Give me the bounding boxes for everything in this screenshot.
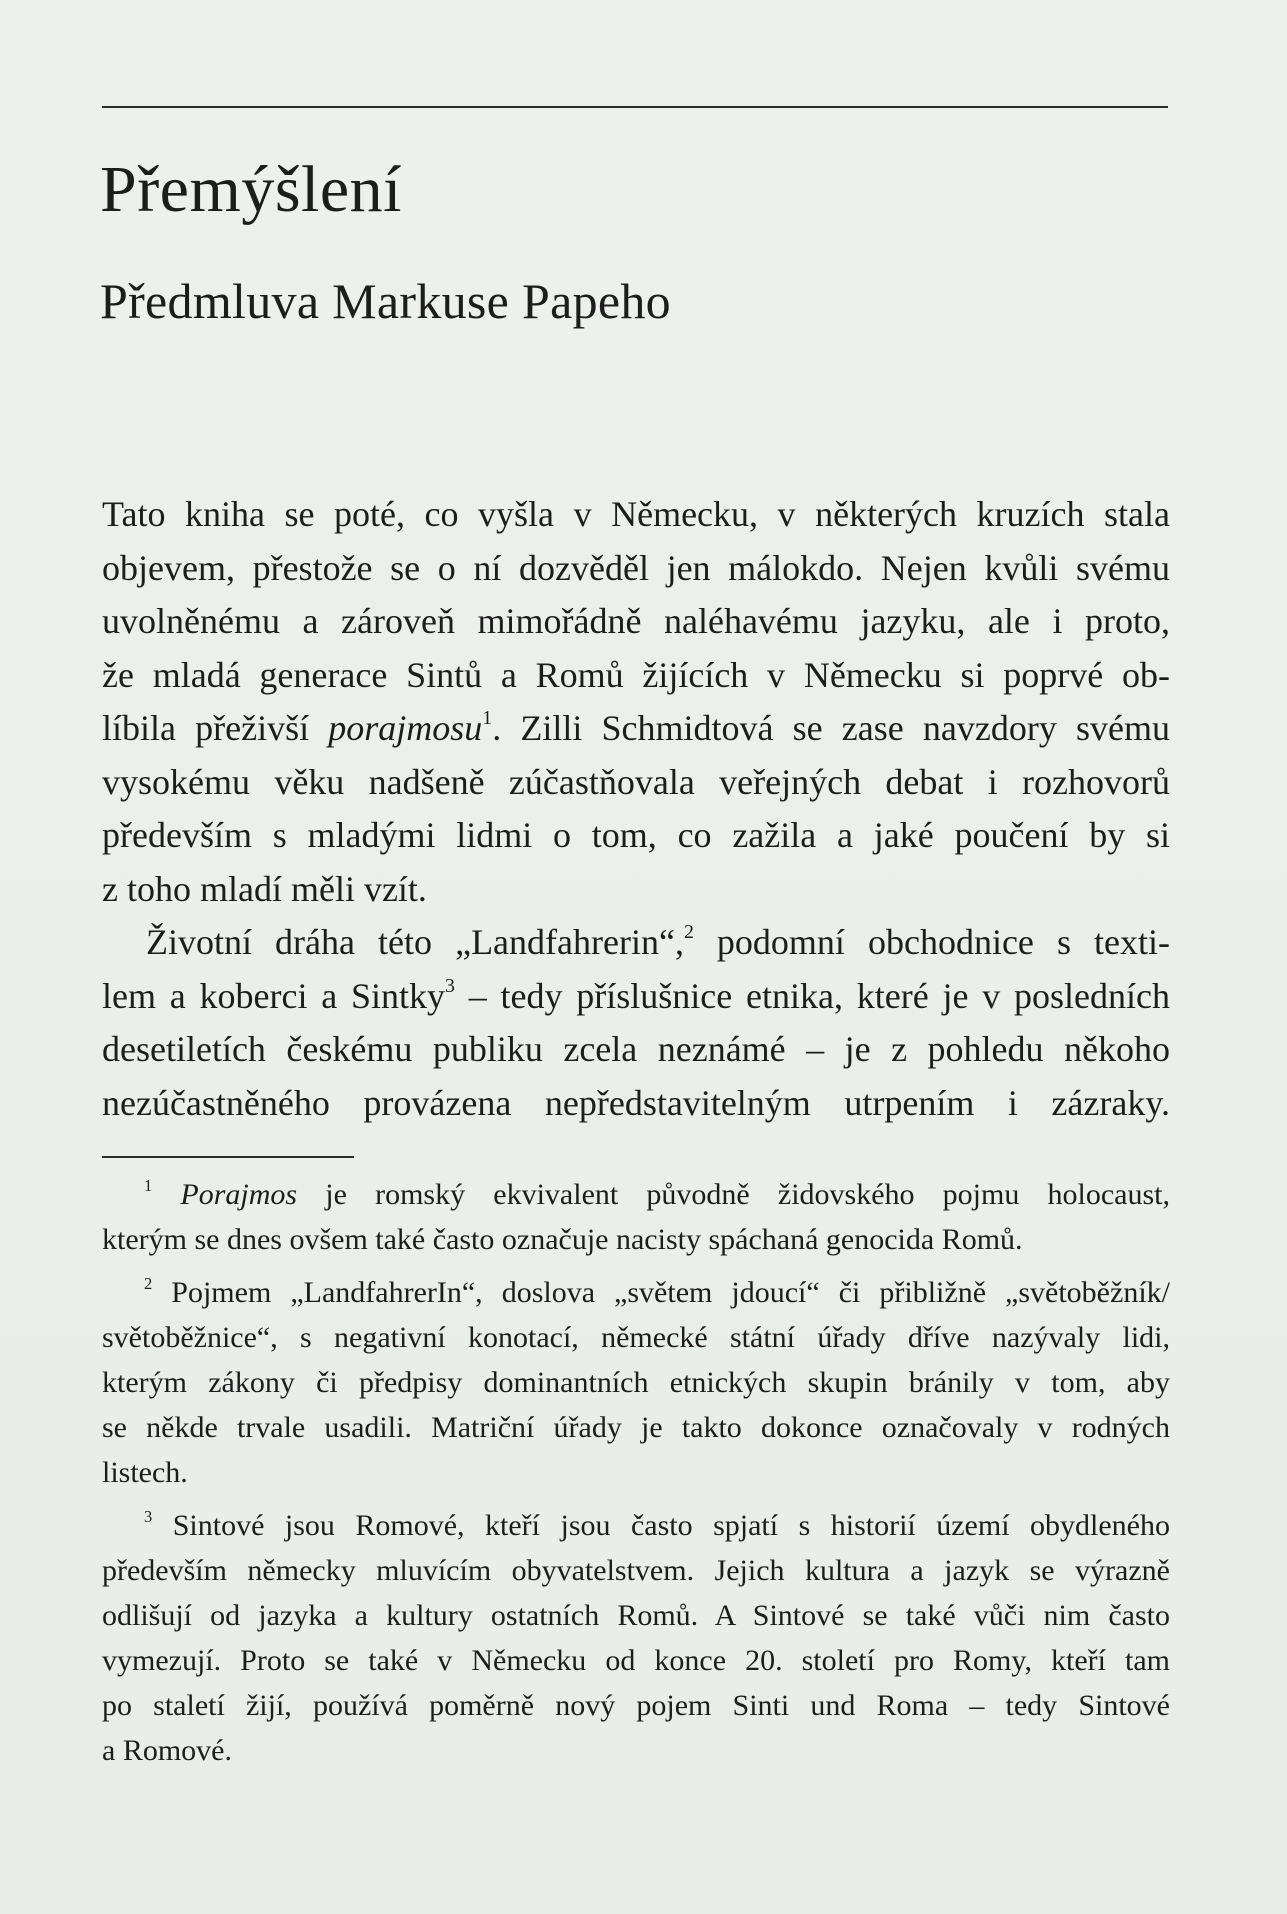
footnote-2-line: kterým zákony či předpisy dominantních etnických skupin bránily v tom, aby [102, 1366, 1170, 1399]
footnote-ref-2[interactable]: 2 [683, 921, 694, 944]
footnote-number: 2 [144, 1273, 153, 1293]
footnote-1-line: kterým se dnes ovšem také často označuje nacisty spáchaná genocida Romů. [102, 1223, 1023, 1256]
paragraph-2-line: nezúčastněného provázena nepředstavitelným utrpením i zázraky. [102, 1082, 1170, 1123]
footnote-3-line: po staletí žijí, používá poměrně nový pojem Sinti und Roma – tedy Sintové [102, 1689, 1170, 1722]
footnote-2-line [102, 1270, 1170, 1315]
italic-term: Porajmos [180, 1178, 298, 1211]
text-run: Sintové jsou Romové, kteří jsou často spjatí s historií území obydleného [152, 1509, 1170, 1542]
footnote-1-line [102, 1172, 1170, 1217]
footnote-3-line: a Romové. [102, 1734, 232, 1767]
footnotes [102, 1172, 1170, 1773]
text-run: – tedy příslušnice etnika, které je v posledních [454, 975, 1170, 1016]
paragraph-2-line [102, 916, 1170, 970]
section-title: Přemýšlení [100, 153, 402, 226]
paragraph-2-line [102, 970, 1170, 1024]
footnote-3-line [102, 1503, 1170, 1548]
paragraph-2-line: desetiletích českému publiku zcela neznámé – je z pohledu někoho [102, 1029, 1170, 1069]
text-run: líbila přeživší [102, 708, 329, 748]
footnote-3-line: odlišují od jazyka a kultury ostatních Romů. A Sintové se také vůči nim často [102, 1599, 1170, 1632]
footnote-ref-1[interactable]: 1 [482, 707, 493, 730]
paragraph-1-line: z toho mladí měli vzít. [102, 868, 427, 909]
footnote-number: 3 [144, 1506, 153, 1526]
footnote-2-line: se někde trvale usadili. Matriční úřady je takto dokonce označovaly v rodných [102, 1411, 1170, 1444]
text-run: . Zilli Schmidtová se zase navzdory svému [492, 708, 1170, 748]
header-rule [102, 106, 1168, 108]
footnote-2-line: světoběžnice“, s negativní konotací, německé státní úřady dříve nazývaly lidi, [102, 1321, 1170, 1354]
footnote-3-line: vymezují. Proto se také v Německu od konce 20. století pro Romy, kteří tam [102, 1644, 1170, 1677]
paragraph-1-line: objevem, přestože se o ní dozvěděl jen málokdo. Nejen kvůli svému [102, 547, 1170, 588]
text-run: lem a koberci a Sintky [102, 975, 446, 1016]
footnote-ref-3[interactable]: 3 [445, 974, 455, 997]
paragraph-1-line: že mladá generace Sintů a Romů žijících v Německu si poprvé ob- [102, 654, 1170, 695]
paragraph-1-line: vysokému věku nadšeně zúčastňovala veřejných debat i rozhovorů [102, 761, 1170, 802]
text-run: Životní dráha této „Landfahrerin“, [146, 922, 684, 962]
footnote-3-line: především německy mluvícím obyvatelstvem. Jejich kultura a jazyk se výrazně [102, 1554, 1170, 1587]
paragraph-1-line: Tato kniha se poté, co vyšla v Německu, v některých kruzích stala [102, 494, 1170, 534]
footnote-number: 1 [144, 1175, 153, 1195]
italic-term: porajmosu [328, 708, 483, 748]
footnote-2-line: listech. [102, 1456, 188, 1489]
footnote-rule [102, 1156, 354, 1158]
text-run: Pojmem „LandfahrerIn“, doslova „světem jdoucí“ či přibližně „světoběžník/ [152, 1276, 1170, 1309]
chapter-title: Předmluva Markuse Papeho [100, 273, 671, 329]
paragraph-1-line: především s mladými lidmi o tom, co zažila a jaké poučení by si [102, 815, 1170, 855]
text-run: podomní obchodnice s texti- [693, 922, 1170, 962]
paragraph-1-line [102, 702, 1170, 756]
text-run: je romský ekvivalent původně židovského pojmu holocaust, [297, 1178, 1171, 1211]
paragraph-1-line: uvolněnému a zároveň mimořádně naléhavému jazyku, ale i proto, [102, 601, 1170, 641]
main-text [102, 488, 1170, 1130]
